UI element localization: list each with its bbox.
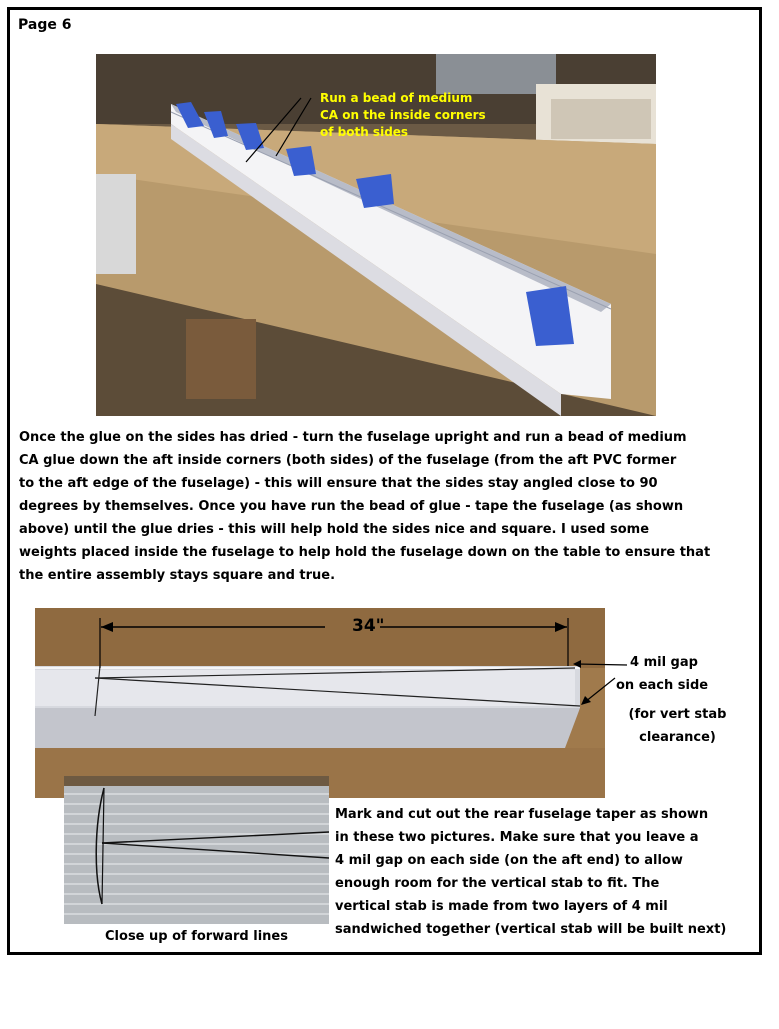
callout-line: of both sides <box>320 125 409 139</box>
paragraph-line: degrees by themselves. Once you have run the bead of glue - tape the fuselage (as shown <box>19 499 684 514</box>
gap-note-line: 4 mil gap <box>630 655 698 670</box>
paragraph-line: vertical stab is made from two layers of 4 mil <box>335 899 668 914</box>
gap-note-line: on each side <box>616 678 709 693</box>
length-dimension-label: 34" <box>352 616 385 636</box>
closeup-caption: Close up of forward lines <box>105 929 288 944</box>
glue-instruction-callout <box>320 90 486 141</box>
paragraph-line: to the aft edge of the fuselage) - this will ensure that the sides stay angled close to 90 <box>19 476 658 491</box>
paragraph-line: CA glue down the aft inside corners (both sides) of the fuselage (from the aft PVC former <box>19 453 677 468</box>
clearance-note-line: (for vert stab <box>628 707 727 722</box>
gap-note <box>616 651 708 697</box>
clearance-note-line: clearance) <box>639 730 716 745</box>
paragraph-line: Mark and cut out the rear fuselage taper as shown <box>335 807 709 822</box>
glue-instructions-paragraph <box>19 426 759 587</box>
paragraph-line: 4 mil gap on each side (on the aft end) to allow <box>335 853 683 868</box>
callout-line: Run a bead of medium <box>320 91 473 105</box>
forward-lines-closeup-photo <box>64 776 329 924</box>
clearance-note <box>615 703 740 749</box>
paragraph-line: above) until the glue dries - this will help hold the sides nice and square. I used some <box>19 522 650 537</box>
paragraph-line: sandwiched together (vertical stab will be built next) <box>335 922 727 937</box>
paragraph-line: in these two pictures. Make sure that you leave a <box>335 830 699 845</box>
paragraph-line: Once the glue on the sides has dried - turn the fuselage upright and run a bead of medium <box>19 430 687 445</box>
callout-line: CA on the inside corners <box>320 108 486 122</box>
taper-instructions-paragraph <box>335 803 755 941</box>
page-number: Page 6 <box>18 17 72 33</box>
paragraph-line: enough room for the vertical stab to fit. The <box>335 876 660 891</box>
paragraph-line: the entire assembly stays square and true. <box>19 568 336 583</box>
fuselage-taper-photo <box>35 608 605 798</box>
paragraph-line: weights placed inside the fuselage to help hold the fuselage down on the table to ensure that <box>19 545 711 560</box>
